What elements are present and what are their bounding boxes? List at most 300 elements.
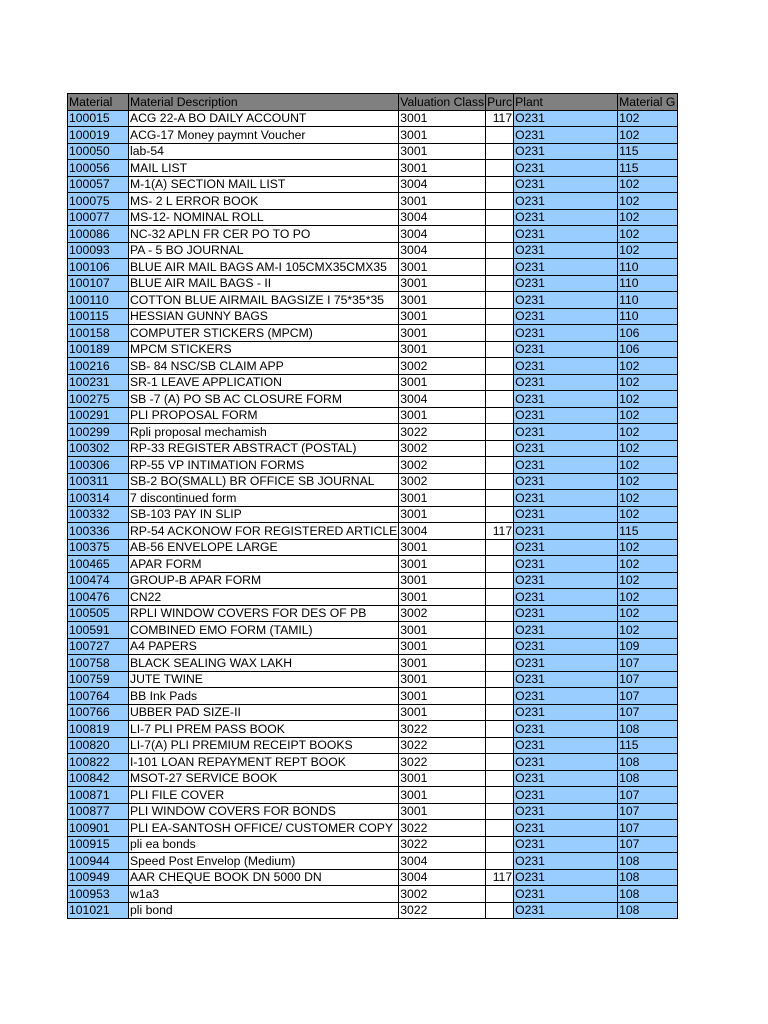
- material-cell[interactable]: 100093: [68, 242, 129, 259]
- material-cell[interactable]: 100231: [68, 374, 129, 391]
- material-group-cell[interactable]: 115: [618, 143, 678, 160]
- material-group-cell[interactable]: 107: [618, 688, 678, 705]
- plant-cell[interactable]: O231: [514, 160, 618, 177]
- plant-cell[interactable]: O231: [514, 638, 618, 655]
- purchasing-cell[interactable]: [486, 638, 514, 655]
- description-cell[interactable]: BB Ink Pads: [129, 688, 399, 705]
- purchasing-cell[interactable]: [486, 556, 514, 573]
- material-cell[interactable]: 100901: [68, 820, 129, 837]
- material-group-cell[interactable]: 102: [618, 127, 678, 144]
- material-cell[interactable]: 100465: [68, 556, 129, 573]
- description-cell[interactable]: PLI PROPOSAL FORM: [129, 407, 399, 424]
- description-cell[interactable]: BLUE AIR MAIL BAGS - II: [129, 275, 399, 292]
- material-group-cell[interactable]: 102: [618, 440, 678, 457]
- valuation-class-cell[interactable]: 3001: [399, 622, 486, 639]
- material-group-cell[interactable]: 102: [618, 556, 678, 573]
- description-cell[interactable]: ACG-17 Money paymnt Voucher: [129, 127, 399, 144]
- material-cell[interactable]: 100216: [68, 358, 129, 375]
- description-cell[interactable]: 7 discontinued form: [129, 490, 399, 507]
- valuation-class-cell[interactable]: 3022: [399, 721, 486, 738]
- valuation-class-cell[interactable]: 3001: [399, 787, 486, 804]
- material-group-cell[interactable]: 110: [618, 308, 678, 325]
- description-cell[interactable]: UBBER PAD SIZE-II: [129, 704, 399, 721]
- plant-cell[interactable]: O231: [514, 820, 618, 837]
- material-group-cell[interactable]: 102: [618, 605, 678, 622]
- material-group-cell[interactable]: 102: [618, 589, 678, 606]
- plant-cell[interactable]: O231: [514, 407, 618, 424]
- plant-cell[interactable]: O231: [514, 457, 618, 474]
- material-group-cell[interactable]: 115: [618, 523, 678, 540]
- material-cell[interactable]: 100758: [68, 655, 129, 672]
- material-cell[interactable]: 100115: [68, 308, 129, 325]
- valuation-class-cell[interactable]: 3001: [399, 193, 486, 210]
- purchasing-cell[interactable]: [486, 407, 514, 424]
- purchasing-cell[interactable]: [486, 671, 514, 688]
- plant-cell[interactable]: O231: [514, 556, 618, 573]
- purchasing-cell[interactable]: [486, 589, 514, 606]
- description-cell[interactable]: RP-54 ACKONOW FOR REGISTERED ARTICLE: [130, 523, 398, 538]
- valuation-class-cell[interactable]: 3001: [399, 803, 486, 820]
- material-cell[interactable]: 100302: [68, 440, 129, 457]
- material-cell[interactable]: 100077: [68, 209, 129, 226]
- purchasing-cell[interactable]: [486, 259, 514, 276]
- valuation-class-cell[interactable]: 3001: [399, 292, 486, 309]
- valuation-class-cell[interactable]: 3001: [399, 341, 486, 358]
- plant-cell[interactable]: O231: [514, 853, 618, 870]
- plant-cell[interactable]: O231: [514, 655, 618, 672]
- plant-cell[interactable]: O231: [514, 424, 618, 441]
- purchasing-cell[interactable]: [486, 836, 514, 853]
- valuation-class-cell[interactable]: 3001: [399, 572, 486, 589]
- valuation-class-cell[interactable]: 3022: [399, 754, 486, 771]
- purchasing-cell[interactable]: [486, 622, 514, 639]
- material-group-cell[interactable]: 115: [618, 737, 678, 754]
- valuation-class-cell[interactable]: 3022: [399, 902, 486, 919]
- valuation-class-cell[interactable]: 3001: [399, 539, 486, 556]
- purchasing-cell[interactable]: [486, 704, 514, 721]
- material-cell[interactable]: 100311: [68, 473, 129, 490]
- valuation-class-cell[interactable]: 3001: [399, 556, 486, 573]
- valuation-class-cell[interactable]: 3001: [399, 127, 486, 144]
- purchasing-cell[interactable]: [486, 193, 514, 210]
- material-group-cell[interactable]: 107: [618, 704, 678, 721]
- description-cell[interactable]: SB-2 BO(SMALL) BR OFFICE SB JOURNAL: [129, 473, 399, 490]
- valuation-class-cell[interactable]: 3001: [399, 110, 486, 127]
- purchasing-cell[interactable]: [486, 358, 514, 375]
- purchasing-cell[interactable]: [486, 655, 514, 672]
- description-cell[interactable]: APAR FORM: [129, 556, 399, 573]
- plant-cell[interactable]: O231: [514, 572, 618, 589]
- purchasing-cell[interactable]: [486, 506, 514, 523]
- material-group-cell[interactable]: 108: [618, 886, 678, 903]
- material-cell[interactable]: 100086: [68, 226, 129, 243]
- material-group-cell[interactable]: 108: [618, 721, 678, 738]
- material-cell[interactable]: 100764: [68, 688, 129, 705]
- material-cell[interactable]: 100766: [68, 704, 129, 721]
- valuation-class-cell[interactable]: 3004: [399, 523, 486, 540]
- purchasing-cell[interactable]: [486, 490, 514, 507]
- valuation-class-cell[interactable]: 3022: [399, 737, 486, 754]
- description-cell[interactable]: BLACK SEALING WAX LAKH: [129, 655, 399, 672]
- material-cell[interactable]: 100949: [68, 869, 129, 886]
- description-cell[interactable]: lab-54: [129, 143, 399, 160]
- description-cell[interactable]: SB-103 PAY IN SLIP: [129, 506, 399, 523]
- valuation-class-cell[interactable]: 3001: [399, 259, 486, 276]
- plant-cell[interactable]: O231: [514, 721, 618, 738]
- plant-cell[interactable]: O231: [514, 622, 618, 639]
- purchasing-cell[interactable]: [486, 440, 514, 457]
- material-cell[interactable]: 100877: [68, 803, 129, 820]
- valuation-class-cell[interactable]: 3004: [399, 176, 486, 193]
- material-cell[interactable]: 100075: [68, 193, 129, 210]
- plant-cell[interactable]: O231: [514, 886, 618, 903]
- material-group-cell[interactable]: 107: [618, 820, 678, 837]
- valuation-class-cell[interactable]: 3001: [399, 490, 486, 507]
- purchasing-cell[interactable]: [486, 325, 514, 342]
- material-cell[interactable]: 100110: [68, 292, 129, 309]
- purchasing-cell[interactable]: [486, 754, 514, 771]
- material-cell[interactable]: 100474: [68, 572, 129, 589]
- valuation-class-cell[interactable]: 3001: [399, 671, 486, 688]
- plant-cell[interactable]: O231: [514, 440, 618, 457]
- plant-cell[interactable]: O231: [514, 803, 618, 820]
- purchasing-cell[interactable]: [486, 160, 514, 177]
- material-cell[interactable]: 100759: [68, 671, 129, 688]
- description-cell[interactable]: RP-33 REGISTER ABSTRACT (POSTAL): [129, 440, 399, 457]
- material-group-cell[interactable]: 106: [618, 341, 678, 358]
- material-cell[interactable]: 100291: [68, 407, 129, 424]
- plant-cell[interactable]: O231: [514, 292, 618, 309]
- description-cell[interactable]: PA - 5 BO JOURNAL: [129, 242, 399, 259]
- material-group-cell[interactable]: 109: [618, 638, 678, 655]
- purchasing-cell[interactable]: [486, 902, 514, 919]
- material-cell[interactable]: 100306: [68, 457, 129, 474]
- material-cell[interactable]: 100953: [68, 886, 129, 903]
- valuation-class-cell[interactable]: 3002: [399, 605, 486, 622]
- material-group-cell[interactable]: 102: [618, 473, 678, 490]
- description-cell[interactable]: RPLI WINDOW COVERS FOR DES OF PB: [129, 605, 399, 622]
- valuation-class-cell[interactable]: 3001: [399, 704, 486, 721]
- material-cell[interactable]: 100944: [68, 853, 129, 870]
- material-cell[interactable]: 100050: [68, 143, 129, 160]
- plant-cell[interactable]: O231: [514, 688, 618, 705]
- purchasing-cell[interactable]: [486, 242, 514, 259]
- purchasing-cell[interactable]: [486, 572, 514, 589]
- description-cell[interactable]: MPCM STICKERS: [129, 341, 399, 358]
- description-cell[interactable]: ACG 22-A BO DAILY ACCOUNT: [129, 110, 399, 127]
- material-cell[interactable]: 100842: [68, 770, 129, 787]
- purchasing-cell[interactable]: [486, 143, 514, 160]
- description-cell[interactable]: BLUE AIR MAIL BAGS AM-I 105CMX35CMX35: [129, 259, 399, 276]
- description-cell[interactable]: LI-7(A) PLI PREMIUM RECEIPT BOOKS: [129, 737, 399, 754]
- purchasing-cell[interactable]: [486, 391, 514, 408]
- material-cell[interactable]: 100275: [68, 391, 129, 408]
- material-group-cell[interactable]: 108: [618, 853, 678, 870]
- description-cell[interactable]: MS-12- NOMINAL ROLL: [129, 209, 399, 226]
- plant-cell[interactable]: O231: [514, 341, 618, 358]
- valuation-class-cell[interactable]: 3001: [399, 275, 486, 292]
- valuation-class-cell[interactable]: 3002: [399, 440, 486, 457]
- valuation-class-cell[interactable]: 3004: [399, 226, 486, 243]
- valuation-class-cell[interactable]: 3004: [399, 869, 486, 886]
- plant-cell[interactable]: O231: [514, 754, 618, 771]
- material-cell[interactable]: 100820: [68, 737, 129, 754]
- material-cell[interactable]: 100299: [68, 424, 129, 441]
- plant-cell[interactable]: O231: [514, 374, 618, 391]
- valuation-class-cell[interactable]: 3002: [399, 473, 486, 490]
- description-cell[interactable]: PLI EA-SANTOSH OFFICE/ CUSTOMER COPY: [129, 820, 399, 837]
- material-cell[interactable]: 100871: [68, 787, 129, 804]
- purchasing-cell[interactable]: [486, 209, 514, 226]
- description-cell[interactable]: w1a3: [129, 886, 399, 903]
- material-group-cell[interactable]: 115: [618, 160, 678, 177]
- valuation-class-cell[interactable]: 3001: [399, 308, 486, 325]
- purchasing-cell[interactable]: [486, 275, 514, 292]
- valuation-class-cell[interactable]: 3001: [399, 143, 486, 160]
- plant-cell[interactable]: O231: [514, 209, 618, 226]
- material-cell[interactable]: 100019: [68, 127, 129, 144]
- plant-cell[interactable]: O231: [514, 836, 618, 853]
- purchasing-cell[interactable]: [486, 737, 514, 754]
- description-cell[interactable]: GROUP-B APAR FORM: [129, 572, 399, 589]
- material-group-cell[interactable]: 102: [618, 539, 678, 556]
- material-group-cell[interactable]: 107: [618, 836, 678, 853]
- description-cell[interactable]: CN22: [129, 589, 399, 606]
- valuation-class-cell[interactable]: 3001: [399, 506, 486, 523]
- plant-cell[interactable]: O231: [514, 176, 618, 193]
- purchasing-cell[interactable]: [486, 803, 514, 820]
- description-cell[interactable]: SR-1 LEAVE APPLICATION: [129, 374, 399, 391]
- description-cell[interactable]: Rpli proposal mechamish: [129, 424, 399, 441]
- material-group-cell[interactable]: 102: [618, 457, 678, 474]
- valuation-class-cell[interactable]: 3001: [399, 638, 486, 655]
- purchasing-cell[interactable]: [486, 292, 514, 309]
- plant-cell[interactable]: O231: [514, 490, 618, 507]
- material-group-cell[interactable]: 102: [618, 110, 678, 127]
- purchasing-cell[interactable]: [486, 539, 514, 556]
- plant-cell[interactable]: O231: [514, 704, 618, 721]
- valuation-class-cell[interactable]: 3001: [399, 589, 486, 606]
- purchasing-cell[interactable]: [486, 770, 514, 787]
- material-cell[interactable]: 100314: [68, 490, 129, 507]
- description-cell[interactable]: PLI FILE COVER: [129, 787, 399, 804]
- material-cell[interactable]: 100336: [68, 523, 129, 540]
- header-cell-description[interactable]: Material Description: [129, 94, 399, 111]
- material-cell[interactable]: 100505: [68, 605, 129, 622]
- purchasing-cell[interactable]: [486, 721, 514, 738]
- material-cell[interactable]: 100915: [68, 836, 129, 853]
- plant-cell[interactable]: O231: [514, 737, 618, 754]
- material-group-cell[interactable]: 102: [618, 622, 678, 639]
- material-cell[interactable]: 101021: [68, 902, 129, 919]
- material-group-cell[interactable]: 102: [618, 374, 678, 391]
- plant-cell[interactable]: O231: [514, 539, 618, 556]
- description-cell[interactable]: SB -7 (A) PO SB AC CLOSURE FORM: [129, 391, 399, 408]
- material-group-cell[interactable]: 110: [618, 275, 678, 292]
- description-cell[interactable]: SB- 84 NSC/SB CLAIM APP: [129, 358, 399, 375]
- header-cell-valuation-class[interactable]: Valuation Class: [400, 94, 485, 109]
- description-cell[interactable]: COTTON BLUE AIRMAIL BAGSIZE I 75*35*35: [129, 292, 399, 309]
- plant-cell[interactable]: O231: [514, 605, 618, 622]
- plant-cell[interactable]: O231: [514, 242, 618, 259]
- plant-cell[interactable]: O231: [514, 358, 618, 375]
- valuation-class-cell[interactable]: 3001: [399, 374, 486, 391]
- purchasing-cell[interactable]: [486, 473, 514, 490]
- valuation-class-cell[interactable]: 3001: [399, 688, 486, 705]
- material-group-cell[interactable]: 108: [618, 902, 678, 919]
- valuation-class-cell[interactable]: 3001: [399, 160, 486, 177]
- valuation-class-cell[interactable]: 3004: [399, 242, 486, 259]
- material-cell[interactable]: 100057: [68, 176, 129, 193]
- material-group-cell[interactable]: 102: [618, 242, 678, 259]
- header-cell-material-group[interactable]: Material G: [618, 94, 678, 111]
- material-group-cell[interactable]: 108: [618, 770, 678, 787]
- plant-cell[interactable]: O231: [514, 226, 618, 243]
- plant-cell[interactable]: O231: [514, 275, 618, 292]
- purchasing-cell[interactable]: [486, 688, 514, 705]
- material-cell[interactable]: 100107: [68, 275, 129, 292]
- plant-cell[interactable]: O231: [514, 787, 618, 804]
- plant-cell[interactable]: O231: [514, 308, 618, 325]
- valuation-class-cell[interactable]: 3004: [399, 209, 486, 226]
- material-cell[interactable]: 100591: [68, 622, 129, 639]
- description-cell[interactable]: pli ea bonds: [129, 836, 399, 853]
- plant-cell[interactable]: O231: [514, 902, 618, 919]
- plant-cell[interactable]: O231: [514, 325, 618, 342]
- material-group-cell[interactable]: 110: [618, 292, 678, 309]
- plant-cell[interactable]: O231: [514, 671, 618, 688]
- description-cell[interactable]: AB-56 ENVELOPE LARGE: [129, 539, 399, 556]
- plant-cell[interactable]: O231: [514, 506, 618, 523]
- material-group-cell[interactable]: 102: [618, 176, 678, 193]
- purchasing-cell[interactable]: 117: [486, 110, 514, 127]
- valuation-class-cell[interactable]: 3001: [399, 655, 486, 672]
- purchasing-cell[interactable]: [486, 457, 514, 474]
- material-group-cell[interactable]: 107: [618, 671, 678, 688]
- material-group-cell[interactable]: 102: [618, 572, 678, 589]
- material-cell[interactable]: 100375: [68, 539, 129, 556]
- purchasing-cell[interactable]: [486, 820, 514, 837]
- description-cell[interactable]: JUTE TWINE: [129, 671, 399, 688]
- plant-cell[interactable]: O231: [514, 523, 618, 540]
- material-cell[interactable]: 100727: [68, 638, 129, 655]
- description-cell[interactable]: HESSIAN GUNNY BAGS: [129, 308, 399, 325]
- plant-cell[interactable]: O231: [514, 869, 618, 886]
- material-group-cell[interactable]: 102: [618, 506, 678, 523]
- material-group-cell[interactable]: 107: [618, 655, 678, 672]
- material-group-cell[interactable]: 107: [618, 803, 678, 820]
- valuation-class-cell[interactable]: 3001: [399, 407, 486, 424]
- valuation-class-cell[interactable]: 3001: [399, 770, 486, 787]
- material-group-cell[interactable]: 102: [618, 358, 678, 375]
- description-cell[interactable]: AAR CHEQUE BOOK DN 5000 DN: [129, 869, 399, 886]
- description-cell[interactable]: MS- 2 L ERROR BOOK: [129, 193, 399, 210]
- description-cell[interactable]: RP-55 VP INTIMATION FORMS: [129, 457, 399, 474]
- material-cell[interactable]: 100015: [68, 110, 129, 127]
- purchasing-cell[interactable]: [486, 308, 514, 325]
- valuation-class-cell[interactable]: 3022: [399, 820, 486, 837]
- purchasing-cell[interactable]: [486, 605, 514, 622]
- description-cell[interactable]: A4 PAPERS: [129, 638, 399, 655]
- purchasing-cell[interactable]: [486, 176, 514, 193]
- plant-cell[interactable]: O231: [514, 589, 618, 606]
- description-cell[interactable]: MAIL LIST: [129, 160, 399, 177]
- description-cell[interactable]: Speed Post Envelop (Medium): [129, 853, 399, 870]
- plant-cell[interactable]: O231: [514, 127, 618, 144]
- purchasing-cell[interactable]: 117: [486, 869, 514, 886]
- plant-cell[interactable]: O231: [514, 110, 618, 127]
- plant-cell[interactable]: O231: [514, 391, 618, 408]
- material-group-cell[interactable]: 102: [618, 424, 678, 441]
- material-group-cell[interactable]: 108: [618, 754, 678, 771]
- plant-cell[interactable]: O231: [514, 193, 618, 210]
- description-cell[interactable]: PLI WINDOW COVERS FOR BONDS: [129, 803, 399, 820]
- purchasing-cell[interactable]: [486, 341, 514, 358]
- valuation-class-cell[interactable]: 3002: [399, 358, 486, 375]
- valuation-class-cell[interactable]: 3022: [399, 424, 486, 441]
- valuation-class-cell[interactable]: 3001: [399, 325, 486, 342]
- material-cell[interactable]: 100819: [68, 721, 129, 738]
- header-cell-purchasing[interactable]: Purc: [487, 94, 513, 109]
- purchasing-cell[interactable]: [486, 886, 514, 903]
- purchasing-cell[interactable]: [486, 374, 514, 391]
- material-group-cell[interactable]: 108: [618, 869, 678, 886]
- material-group-cell[interactable]: 102: [618, 391, 678, 408]
- material-group-cell[interactable]: 102: [618, 407, 678, 424]
- purchasing-cell[interactable]: [486, 424, 514, 441]
- material-group-cell[interactable]: 107: [618, 787, 678, 804]
- plant-cell[interactable]: O231: [514, 473, 618, 490]
- material-group-cell[interactable]: 102: [618, 226, 678, 243]
- purchasing-cell[interactable]: [486, 127, 514, 144]
- material-group-cell[interactable]: 102: [618, 193, 678, 210]
- material-cell[interactable]: 100056: [68, 160, 129, 177]
- description-cell[interactable]: I-101 LOAN REPAYMENT REPT BOOK: [129, 754, 399, 771]
- material-group-cell[interactable]: 106: [618, 325, 678, 342]
- description-cell[interactable]: pli bond: [129, 902, 399, 919]
- purchasing-cell[interactable]: 117: [486, 523, 514, 540]
- header-cell-plant[interactable]: Plant: [514, 94, 618, 111]
- plant-cell[interactable]: O231: [514, 770, 618, 787]
- description-cell[interactable]: COMBINED EMO FORM (TAMIL): [129, 622, 399, 639]
- material-cell[interactable]: 100106: [68, 259, 129, 276]
- purchasing-cell[interactable]: [486, 787, 514, 804]
- plant-cell[interactable]: O231: [514, 259, 618, 276]
- description-cell[interactable]: LI-7 PLI PREM PASS BOOK: [129, 721, 399, 738]
- plant-cell[interactable]: O231: [514, 143, 618, 160]
- valuation-class-cell[interactable]: 3002: [399, 457, 486, 474]
- valuation-class-cell[interactable]: 3002: [399, 886, 486, 903]
- material-cell[interactable]: 100822: [68, 754, 129, 771]
- description-cell[interactable]: M-1(A) SECTION MAIL LIST: [129, 176, 399, 193]
- material-cell[interactable]: 100332: [68, 506, 129, 523]
- valuation-class-cell[interactable]: 3004: [399, 853, 486, 870]
- material-cell[interactable]: 100476: [68, 589, 129, 606]
- material-cell[interactable]: 100189: [68, 341, 129, 358]
- material-group-cell[interactable]: 102: [618, 490, 678, 507]
- description-cell[interactable]: NC-32 APLN FR CER PO TO PO: [129, 226, 399, 243]
- material-cell[interactable]: 100158: [68, 325, 129, 342]
- valuation-class-cell[interactable]: 3004: [399, 391, 486, 408]
- purchasing-cell[interactable]: [486, 853, 514, 870]
- material-group-cell[interactable]: 110: [618, 259, 678, 276]
- description-cell[interactable]: COMPUTER STICKERS (MPCM): [129, 325, 399, 342]
- description-cell[interactable]: MSOT-27 SERVICE BOOK: [129, 770, 399, 787]
- valuation-class-cell[interactable]: 3022: [399, 836, 486, 853]
- material-group-cell[interactable]: 102: [618, 209, 678, 226]
- purchasing-cell[interactable]: [486, 226, 514, 243]
- header-cell-material[interactable]: Material: [68, 94, 129, 111]
